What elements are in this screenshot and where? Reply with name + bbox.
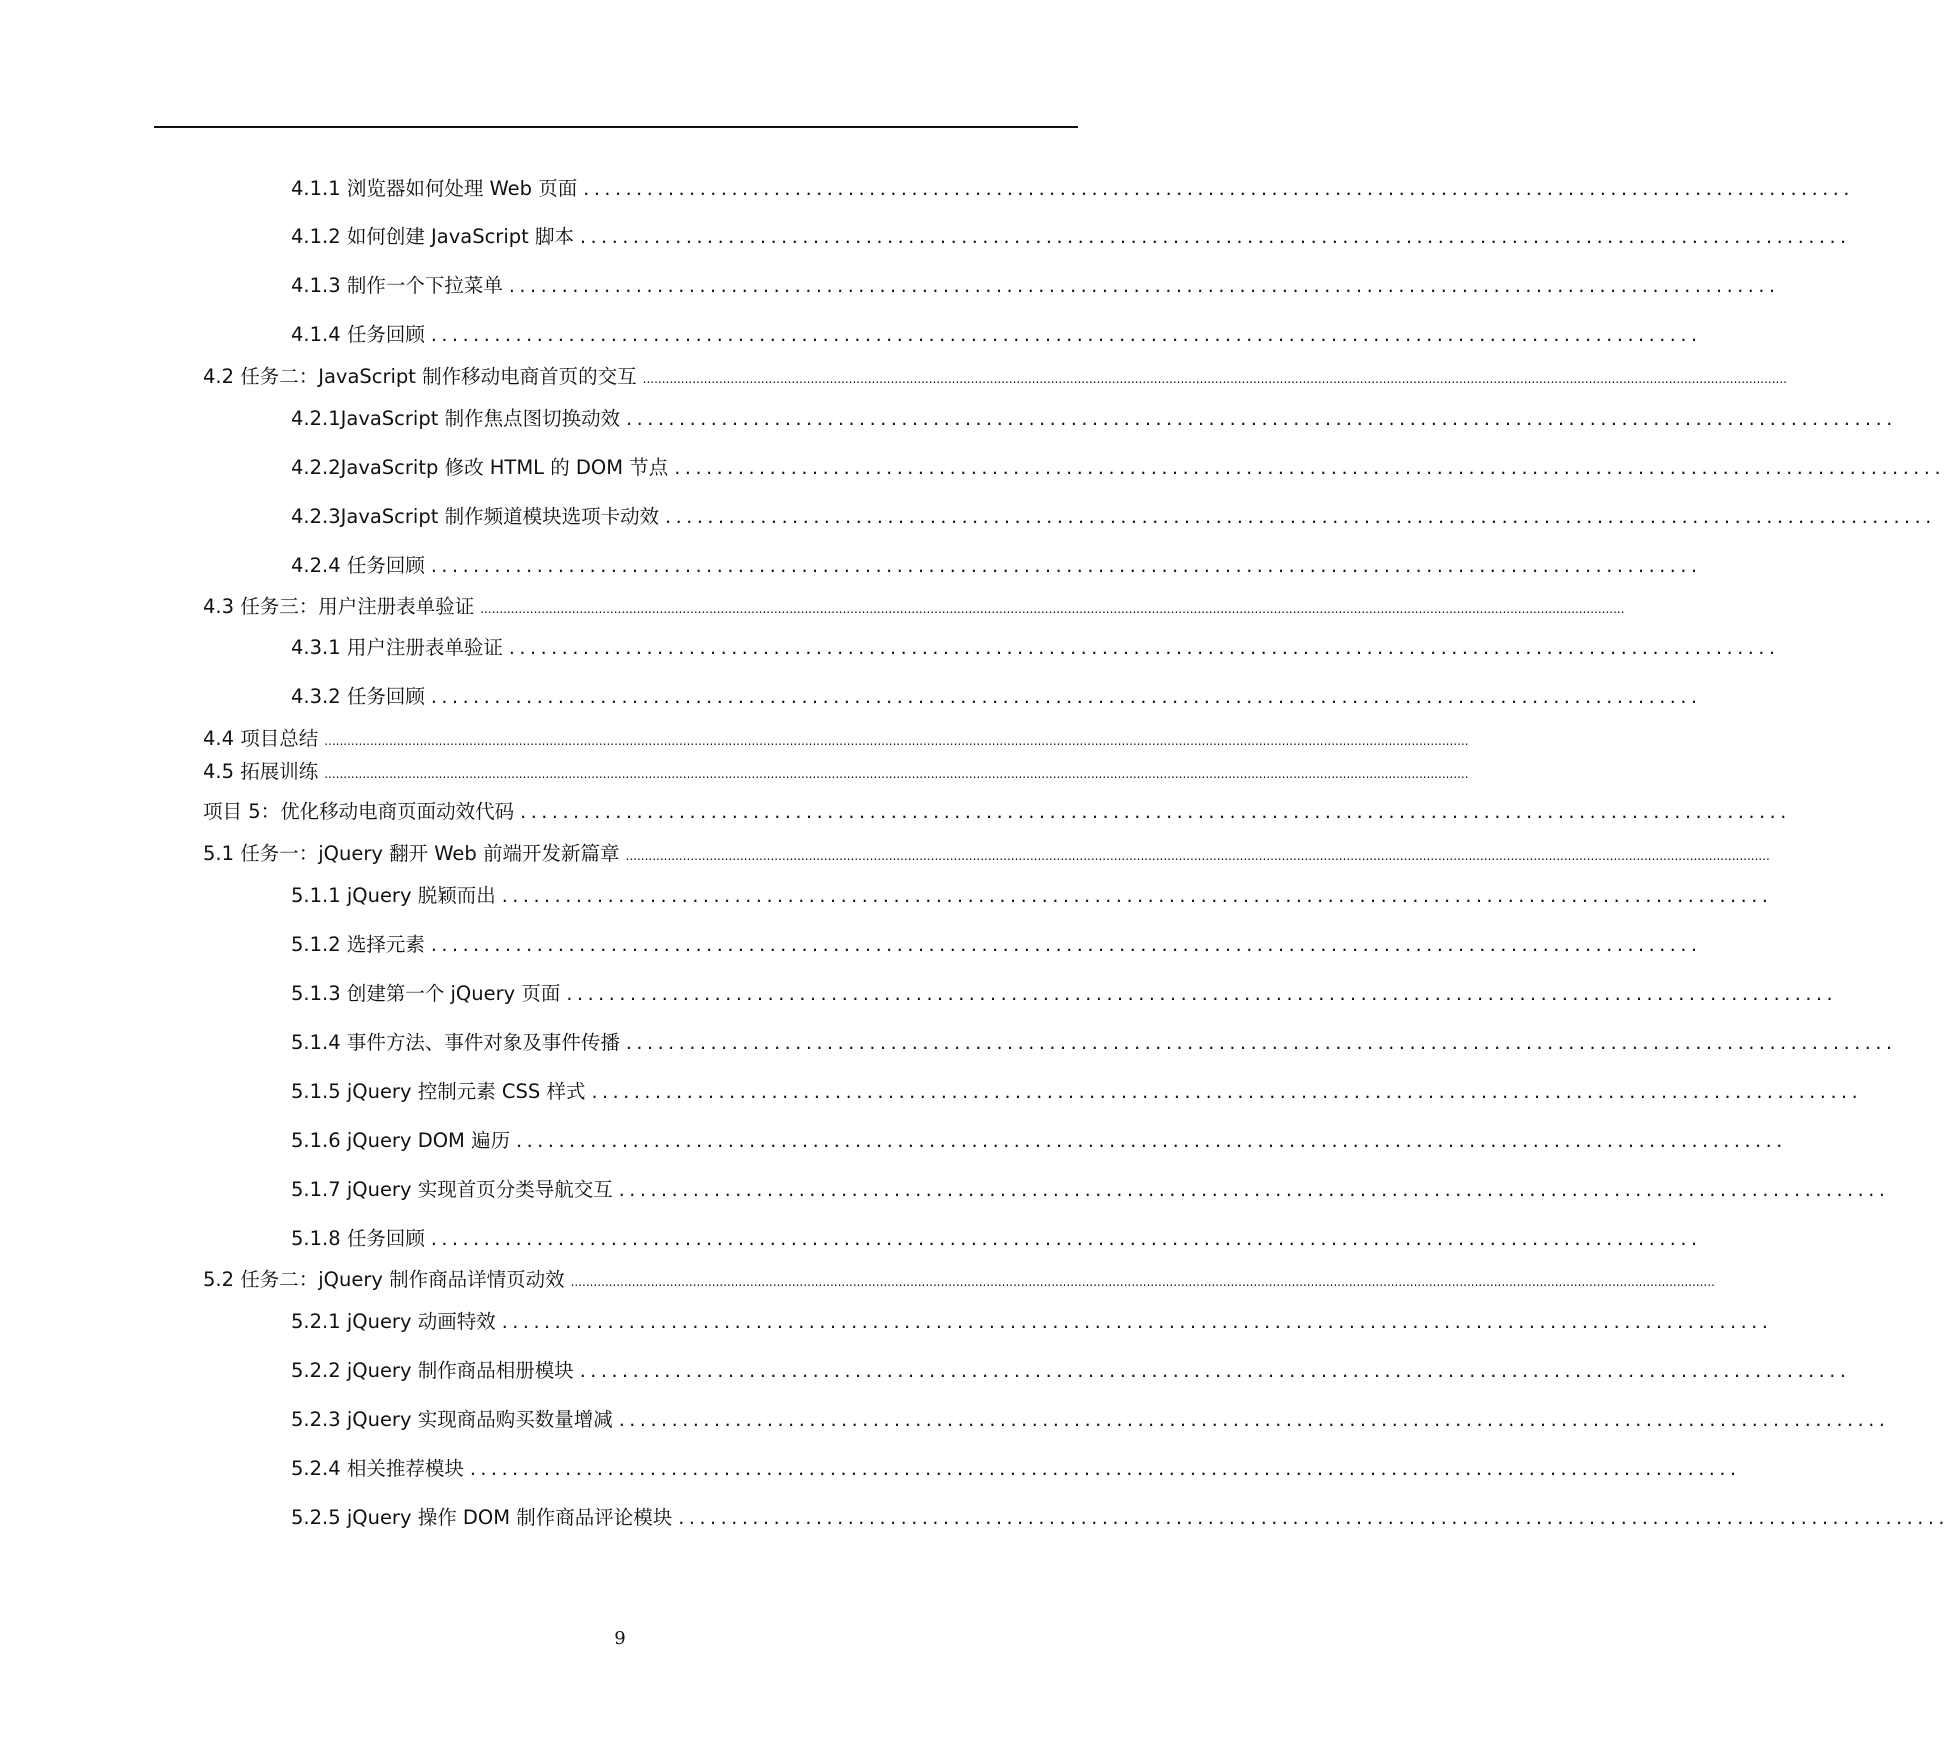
toc-entry-title: 5.1.8 任务回顾 (291, 1227, 425, 1250)
toc-entry[interactable] (291, 453, 1946, 483)
toc-entry[interactable] (291, 1356, 1851, 1386)
toc-dot-leader: ........................................................................................................................ (501, 1311, 1773, 1333)
toc-dot-leader: ........................................................................................................................ (430, 934, 1702, 956)
toc-entry[interactable] (203, 1265, 1715, 1295)
toc-dot-leader: ........................................................................................................................ (625, 1032, 1897, 1054)
toc-entry-title: 4.3 任务三：用户注册表单验证 (203, 595, 475, 618)
toc-dot-leader: ........................................................................................................................ (430, 686, 1702, 708)
toc-dot-leader: ........................................................................................................................ (430, 324, 1702, 346)
toc-entry-title: 4.3.2 任务回顾 (291, 685, 425, 708)
toc-entry-title: 4.1.1 浏览器如何处理 Web 页面 (291, 177, 578, 200)
toc-entry[interactable] (291, 930, 1702, 960)
toc-dot-leader: ........................................................................................................................ (508, 275, 1780, 297)
toc-dot-leader: ........................................................................................................................ (579, 1360, 1851, 1382)
toc-entry-title: 5.1.6 jQuery DOM 遍历 (291, 1129, 511, 1152)
toc-dot-leader: ........................................................................................................................ (566, 983, 1838, 1005)
toc-dot-leader: ........................................................................................................................ (591, 1081, 1863, 1103)
toc-entry-title: 5.1 任务一：jQuery 翻开 Web 前端开发新篇章 (203, 842, 620, 865)
toc-entry-title: 5.1.2 选择元素 (291, 933, 425, 956)
toc-entry[interactable] (291, 682, 1702, 712)
toc-dot-leader: ............................................................................................................................................................................................................................................................................................................ (642, 372, 1787, 386)
toc-entry[interactable] (291, 1028, 1897, 1058)
toc-dot-leader: ........................................................................................................................ (579, 226, 1851, 248)
toc-entry-title: 5.1.5 jQuery 控制元素 CSS 样式 (291, 1080, 586, 1103)
toc-entry[interactable] (291, 320, 1702, 350)
toc-dot-leader: ........................................................................................................................ (430, 1228, 1702, 1250)
page-number: 9 (614, 1628, 626, 1649)
toc-entry-title: 4.2.2JavaScritp 修改 HTML 的 DOM 节点 (291, 456, 669, 479)
toc-entry[interactable] (203, 592, 1625, 622)
toc-entry-title: 5.1.1 jQuery 脱颖而出 (291, 884, 496, 907)
toc-entry-title: 4.4 项目总结 (203, 727, 319, 750)
toc-entry-title: 5.2.5 jQuery 操作 DOM 制作商品评论模块 (291, 1506, 673, 1529)
toc-entry-title: 4.1.2 如何创建 JavaScript 脚本 (291, 225, 574, 248)
toc-entry-title: 5.1.4 事件方法、事件对象及事件传播 (291, 1031, 620, 1054)
toc-entry[interactable] (291, 271, 1780, 301)
toc-entry[interactable] (291, 1307, 1773, 1337)
toc-dot-leader: ........................................................................................................................ (430, 555, 1702, 577)
toc-entry-title: 4.2.1JavaScript 制作焦点图切换动效 (291, 407, 621, 430)
toc-dot-leader: ........................................................................................................................ (618, 1409, 1890, 1431)
toc-dot-leader: ............................................................................................................................................................................................................................................................................................................ (625, 849, 1770, 863)
toc-dot-leader: ........................................................................................................................ (516, 1130, 1787, 1152)
toc-dot-leader: ........................................................................................................................ (626, 408, 1897, 430)
toc-entry[interactable] (203, 797, 1791, 827)
toc-entry-title: 5.2.3 jQuery 实现商品购买数量增减 (291, 1408, 613, 1431)
toc-entry[interactable] (291, 1405, 1890, 1435)
toc-entry-title: 5.1.7 jQuery 实现首页分类导航交互 (291, 1178, 613, 1201)
toc-dot-leader: ........................................................................................................................ (665, 506, 1936, 528)
toc-entry-title: 项目 5：优化移动电商页面动效代码 (203, 800, 515, 823)
toc-dot-leader: ........................................................................................................................ (508, 637, 1780, 659)
toc-entry-title: 5.2.2 jQuery 制作商品相册模块 (291, 1359, 574, 1382)
toc-entry[interactable] (291, 502, 1936, 532)
toc-entry-title: 5.1.3 创建第一个 jQuery 页面 (291, 982, 561, 1005)
toc-entry[interactable] (291, 881, 1773, 911)
toc-dot-leader: ........................................................................................................................ (520, 801, 1791, 823)
toc-entry[interactable] (291, 979, 1838, 1009)
toc-entry-title: 4.1.3 制作一个下拉菜单 (291, 274, 503, 297)
toc-entry[interactable] (291, 404, 1897, 434)
toc-dot-leader: ............................................................................................................................................................................................................................................................................................................ (570, 1275, 1715, 1289)
toc-dot-leader: ........................................................................................................................ (583, 178, 1854, 200)
toc-entry[interactable] (291, 1077, 1863, 1107)
toc-dot-leader: ............................................................................................................................................................................................................................................................................................................ (324, 767, 1469, 781)
toc-entry-title: 4.2 任务二：JavaScript 制作移动电商首页的交互 (203, 365, 637, 388)
toc-entry[interactable] (203, 757, 1469, 787)
toc-entry[interactable] (291, 1503, 1949, 1533)
toc-entry-title: 4.2.3JavaScript 制作频道模块选项卡动效 (291, 505, 660, 528)
toc-dot-leader: ........................................................................................................................ (501, 885, 1773, 907)
toc-dot-leader: ........................................................................................................................ (618, 1179, 1890, 1201)
toc-dot-leader: ............................................................................................................................................................................................................................................................................................................ (324, 734, 1469, 748)
toc-entry[interactable] (291, 551, 1702, 581)
toc-entry-title: 4.1.4 任务回顾 (291, 323, 425, 346)
toc-dot-leader: ........................................................................................................................ (674, 457, 1946, 479)
toc-entry[interactable] (203, 724, 1469, 754)
toc-entry-title: 5.2.4 相关推荐模块 (291, 1457, 464, 1480)
toc-dot-leader: ........................................................................................................................ (678, 1507, 1949, 1529)
toc-entry[interactable] (291, 1454, 1741, 1484)
toc-entry-title: 5.2 任务二：jQuery 制作商品详情页动效 (203, 1268, 565, 1291)
toc-entry-title: 4.2.4 任务回顾 (291, 554, 425, 577)
toc-entry-title: 5.2.1 jQuery 动画特效 (291, 1310, 496, 1333)
toc-dot-leader: ............................................................................................................................................................................................................................................................................................................ (480, 602, 1625, 616)
toc-entry[interactable] (291, 633, 1780, 663)
toc-entry-title: 4.3.1 用户注册表单验证 (291, 636, 503, 659)
toc-entry[interactable] (291, 1126, 1787, 1156)
toc-entry[interactable] (203, 839, 1770, 869)
toc-dot-leader: ........................................................................................................................ (469, 1458, 1741, 1480)
toc-entry[interactable] (291, 1175, 1890, 1205)
toc-entry[interactable] (291, 1224, 1702, 1254)
toc-entry[interactable] (203, 362, 1787, 392)
toc-entry-title: 4.5 拓展训练 (203, 760, 319, 783)
toc-entry[interactable] (291, 222, 1851, 252)
toc-entry[interactable] (291, 174, 1854, 204)
